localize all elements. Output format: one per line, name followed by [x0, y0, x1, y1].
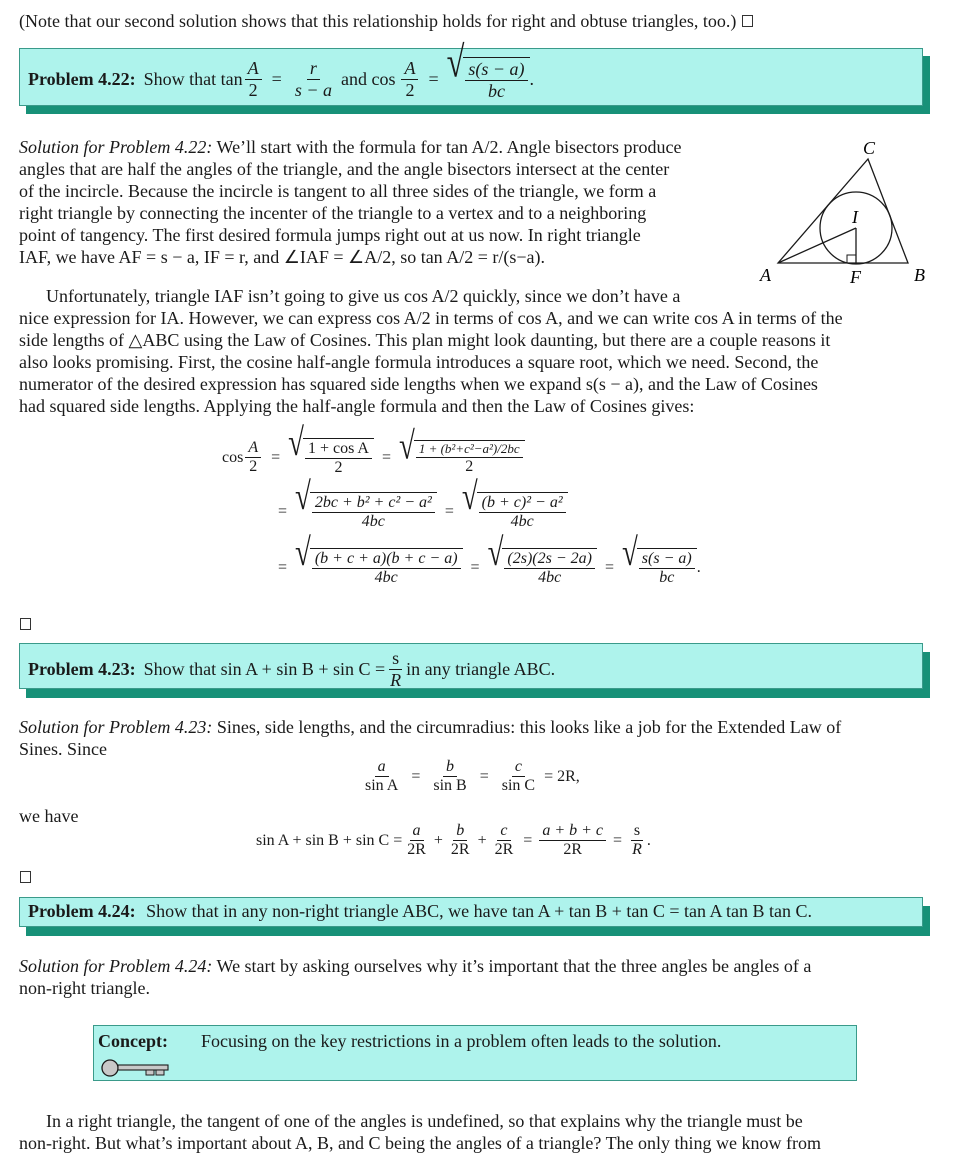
problem-label: Problem 4.23:	[28, 658, 136, 679]
extended-law-of-sines-equation	[360, 758, 580, 796]
solution-4-22-line-6: IAF, we have AF = s − a, IF = r, and ∠IAF = ∠A/2, so tan A/2 = r/(s−a).	[19, 247, 545, 267]
solution-text: We start by asking ourselves why it’s important that the three angles be angles of a	[216, 956, 812, 976]
solution-4-23-line-1	[19, 716, 841, 738]
solution-4-22-line-1	[19, 136, 681, 158]
sqrt	[446, 38, 530, 101]
frac-den: 2	[334, 459, 343, 477]
radical-sign: √	[295, 475, 311, 519]
sqrt	[295, 475, 437, 532]
frac-num: s(s − a)	[465, 59, 527, 81]
frac-den: 4bc	[538, 569, 562, 587]
triangle-abc	[778, 159, 908, 263]
frac-num: A	[245, 439, 261, 458]
fraction	[362, 758, 401, 796]
frac-den: 2R	[407, 841, 426, 859]
fraction	[479, 494, 566, 532]
frac-num: A	[245, 58, 262, 80]
derivation-row-1	[222, 421, 525, 478]
frac-den: R	[632, 841, 642, 859]
solution-4-24-line-1	[19, 955, 811, 977]
frac-num: a	[410, 822, 424, 841]
solution-heading: Solution for Problem 4.23:	[19, 717, 213, 737]
frac-num: 1 + cos A	[305, 440, 372, 459]
fraction	[401, 58, 418, 100]
fraction	[305, 440, 372, 478]
statement-mid: and cos	[340, 68, 396, 89]
solution-heading: Solution for Problem 4.24:	[19, 956, 213, 976]
fraction	[245, 439, 261, 477]
equals: =	[444, 502, 454, 520]
para2-line-3: side lengths of △ABC using the Law of Cosines. This plan might look daunting, but there are a couple reasons it	[19, 330, 831, 350]
qed-symbol	[20, 618, 31, 630]
frac-den: 2R	[563, 841, 583, 859]
intro-note	[19, 10, 753, 32]
frac-num: b	[453, 822, 467, 841]
para2-line-2: nice expression for IA. However, we can express cos A/2 in terms of cos A, and we can write cos A in terms of the	[19, 308, 843, 328]
period: .	[646, 831, 651, 849]
frac-num: (b + c)² − a²	[479, 494, 566, 513]
frac-den: 2	[465, 457, 474, 475]
para2-line-1: Unfortunately, triangle IAF isn’t going to give us cos A/2 quickly, since we don’t have a	[46, 286, 681, 306]
solution-text: Sines, side lengths, and the circumradius: this looks like a job for the Extended Law of	[216, 717, 842, 737]
statement-suffix: in any triangle ABC.	[406, 658, 556, 679]
closing-line-2: non-right. But what’s important about A, B, and C being the angles of a triangle? The only thing we know from	[19, 1133, 822, 1153]
equals: =	[470, 558, 480, 576]
radical-sign: √	[446, 38, 465, 88]
equals: =	[479, 767, 489, 785]
statement: Show that in any non-right triangle ABC, we have tan A + tan B + tan C = tan A tan B tan C.	[146, 901, 813, 921]
fraction	[499, 758, 538, 796]
problem-4-23-box	[19, 643, 923, 689]
problem-label: Problem 4.22:	[28, 68, 136, 89]
lhs: sin A + sin B + sin C =	[256, 831, 403, 849]
sqrt	[621, 531, 697, 588]
frac-num: c	[497, 822, 510, 841]
plus: +	[477, 831, 487, 849]
fraction	[539, 822, 606, 860]
statement-prefix: Show that tan	[143, 68, 243, 89]
label-f: F	[850, 267, 861, 287]
frac-num: s	[389, 648, 402, 670]
frac-num: s	[631, 822, 643, 841]
fraction	[639, 550, 695, 588]
key-icon	[100, 1058, 172, 1078]
frac-den: 2	[248, 79, 258, 100]
frac-den: s − a	[294, 79, 332, 100]
fraction	[387, 648, 404, 690]
cos-fn: cos	[222, 448, 244, 466]
equals: =	[428, 68, 439, 89]
frac-den: sin A	[365, 777, 399, 795]
label-i: I	[852, 207, 858, 227]
fraction	[430, 758, 469, 796]
label-c: C	[863, 138, 876, 158]
label-b: B	[914, 265, 925, 285]
frac-num: r	[307, 58, 320, 80]
frac-den: sin C	[501, 777, 536, 795]
radical-sign: √	[288, 421, 304, 465]
frac-num: a + b + c	[539, 822, 606, 841]
period: .	[529, 68, 535, 89]
radical-sign: √	[399, 424, 415, 468]
equals: =	[411, 767, 421, 785]
segment-ai	[778, 228, 856, 263]
frac-num: c	[512, 758, 525, 777]
para2-line-6: had squared side lengths. Applying the half-angle formula and then the Law of Cosines gives:	[19, 396, 695, 416]
sine-sum-equation	[256, 822, 651, 860]
fraction	[448, 822, 473, 860]
we-have-text: we have	[19, 806, 79, 826]
equals: =	[523, 831, 533, 849]
equals: =	[271, 68, 282, 89]
fraction	[416, 442, 523, 476]
right-angle-mark	[847, 255, 856, 263]
radical-sign: √	[621, 531, 638, 575]
problem-4-23-statement	[28, 648, 555, 690]
solution-4-22-line-3: of the incircle. Because the incircle is tangent to all three sides of the triangle, we form a	[19, 181, 657, 201]
frac-num: s(s − a)	[639, 550, 695, 569]
fraction	[465, 59, 527, 101]
frac-den: sin B	[433, 777, 467, 795]
problem-4-24-box	[19, 897, 923, 927]
equals: =	[381, 448, 392, 466]
solution-4-22-line-5: point of tangency. The first desired formula jumps right out at us now. In right triangle	[19, 225, 641, 245]
frac-den: R	[390, 669, 402, 690]
concept-box	[93, 1025, 857, 1081]
frac-num: 1 + (b²+c²−a²)/2bc	[416, 442, 523, 458]
frac-num: b	[443, 758, 457, 777]
equals: =	[604, 558, 614, 576]
statement-prefix: Show that sin A + sin B + sin C =	[143, 658, 386, 679]
frac-den: 4bc	[361, 513, 385, 531]
para2-line-4: also looks promising. First, the cosine half-angle formula introduces a square root, which we need. Second, the	[19, 352, 819, 372]
fraction	[312, 494, 435, 532]
rhs: = 2R,	[544, 767, 580, 785]
sqrt	[461, 475, 568, 532]
frac-num: (2s)(2s − 2a)	[504, 550, 595, 569]
fraction	[245, 58, 262, 100]
problem-4-22-box	[19, 38, 923, 106]
problem-label: Problem 4.24:	[28, 901, 136, 921]
solution-4-24-line-2: non-right triangle.	[19, 978, 150, 998]
sqrt	[288, 421, 374, 478]
frac-den: 2R	[494, 841, 514, 859]
frac-num: 2bc + b² + c² − a²	[312, 494, 435, 513]
frac-den: 4bc	[374, 569, 398, 587]
para2-line-5: numerator of the desired expression has squared side lengths when we expand s(s − a), and the Law of Cosines	[19, 374, 818, 394]
fraction	[492, 822, 517, 860]
radical-sign: √	[295, 531, 311, 575]
intro-note-text: (Note that our second solution shows that this relationship holds for right and obtuse triangles, too.)	[19, 11, 737, 31]
period: .	[696, 558, 701, 576]
frac-num: (b + c + a)(b + c − a)	[312, 550, 461, 569]
fraction	[292, 58, 335, 100]
frac-den: bc	[659, 569, 675, 587]
frac-den: 2	[249, 458, 258, 476]
radical-sign: √	[487, 531, 504, 575]
solution-text: We’ll start with the formula for tan A/2. Angle bisectors produce	[216, 137, 682, 157]
frac-den: 4bc	[510, 513, 534, 531]
solution-4-22-line-2: angles that are half the angles of the triangle, and the angle bisectors intersect at the center	[19, 159, 670, 179]
problem-4-24-statement	[28, 901, 812, 922]
concept-label: Concept:	[98, 1031, 168, 1051]
solution-heading: Solution for Problem 4.22:	[19, 137, 213, 157]
equals: =	[271, 448, 281, 466]
solution-4-23-line-2: Sines. Since	[19, 739, 107, 759]
qed-symbol	[742, 15, 753, 27]
frac-den: 2	[405, 79, 415, 100]
fraction	[312, 550, 461, 588]
frac-num: a	[375, 758, 389, 777]
sqrt	[399, 424, 525, 476]
fraction	[629, 822, 645, 860]
radical-sign: √	[461, 475, 478, 519]
sqrt	[487, 531, 597, 588]
derivation-row-3	[270, 531, 701, 588]
closing-line-1: In a right triangle, the tangent of one of the angles is undefined, so that explains why the triangle must be	[46, 1111, 803, 1131]
concept-text: Focusing on the key restrictions in a problem often leads to the solution.	[201, 1031, 722, 1051]
sqrt	[295, 531, 463, 588]
frac-den: 2R	[450, 841, 470, 859]
qed-symbol	[20, 871, 31, 883]
frac-den: bc	[487, 80, 505, 101]
problem-4-22-statement	[28, 38, 535, 101]
derivation-row-2	[270, 475, 568, 532]
fraction	[404, 822, 429, 860]
solution-4-22-line-4: right triangle by connecting the incenter of the triangle to a vertex and to a neighboring	[19, 203, 647, 223]
fraction	[504, 550, 595, 588]
equals: =	[278, 558, 288, 576]
incircle-triangle-figure	[740, 125, 950, 295]
label-a: A	[760, 265, 771, 285]
frac-num: A	[401, 58, 418, 80]
plus: +	[433, 831, 443, 849]
equals: =	[613, 831, 623, 849]
equals: =	[278, 502, 288, 520]
